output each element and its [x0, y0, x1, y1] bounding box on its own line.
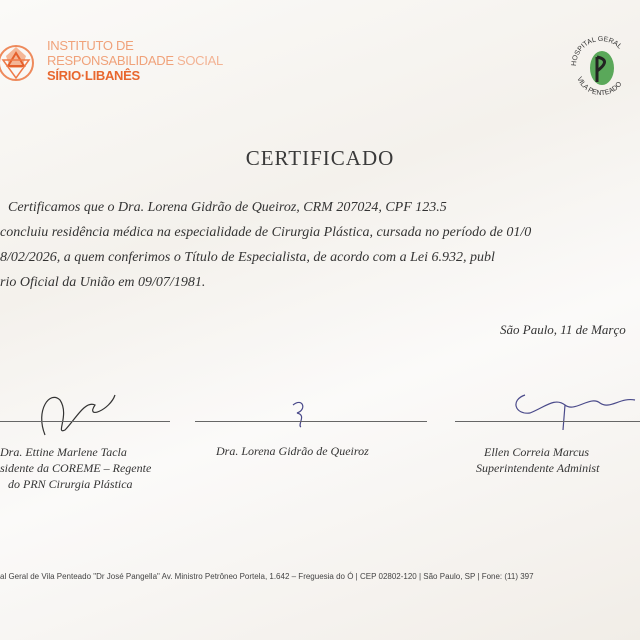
footer-address: al Geral de Vila Penteado "Dr José Pangella" Av. Ministro Petrôneo Portela, 1.642 – Freguesia do Ó | CEP 02802-120 | São Paulo, SP | Fone: (11) 397 — [0, 572, 534, 581]
date: São Paulo, 11 de Março — [500, 322, 626, 337]
signature-line — [0, 421, 170, 422]
signature-line — [195, 421, 427, 422]
signature-line — [455, 421, 640, 422]
signatory-1: Dra. Ettine Marlene Tacla sidente da COREME – Regente do PRN Cirurgia Plástica — [0, 445, 152, 491]
institute-name: INSTITUTO DE RESPONSABILIDADE SOCIAL SÍRIO·LIBANÊS — [47, 38, 223, 83]
svg-text:VILA PENTEADO: VILA PENTEADO — [575, 75, 624, 98]
body-line: concluiu residência médica na especialidade de Cirurgia Plástica, cursada no período de 01/0 — [0, 225, 532, 240]
sirio-libanes-logo-icon — [0, 38, 40, 88]
signature-2-icon — [285, 395, 315, 430]
body-line: rio Oficial da União em 09/07/1981. — [0, 275, 206, 290]
certificate-title: CERTIFICADO — [245, 146, 395, 170]
svg-text:HOSPITAL GERAL: HOSPITAL GERAL — [570, 35, 623, 67]
signature-1-icon — [15, 380, 125, 440]
signatory-2: Dra. Lorena Gidrão de Queiroz — [216, 444, 369, 458]
body-line: 8/02/2026, a quem conferimos o Título de Especialista, de acordo com a Lei 6.932, publ — [0, 250, 495, 265]
signature-3-icon — [505, 385, 640, 430]
signatory-3: Ellen Correia Marcus Superintendente Administ — [476, 445, 600, 475]
body-line: Certificamos que o Dra. Lorena Gidrão de Queiroz, CRM 207024, CPF 123.5 — [8, 200, 447, 215]
hospital-logo-icon — [566, 26, 636, 102]
